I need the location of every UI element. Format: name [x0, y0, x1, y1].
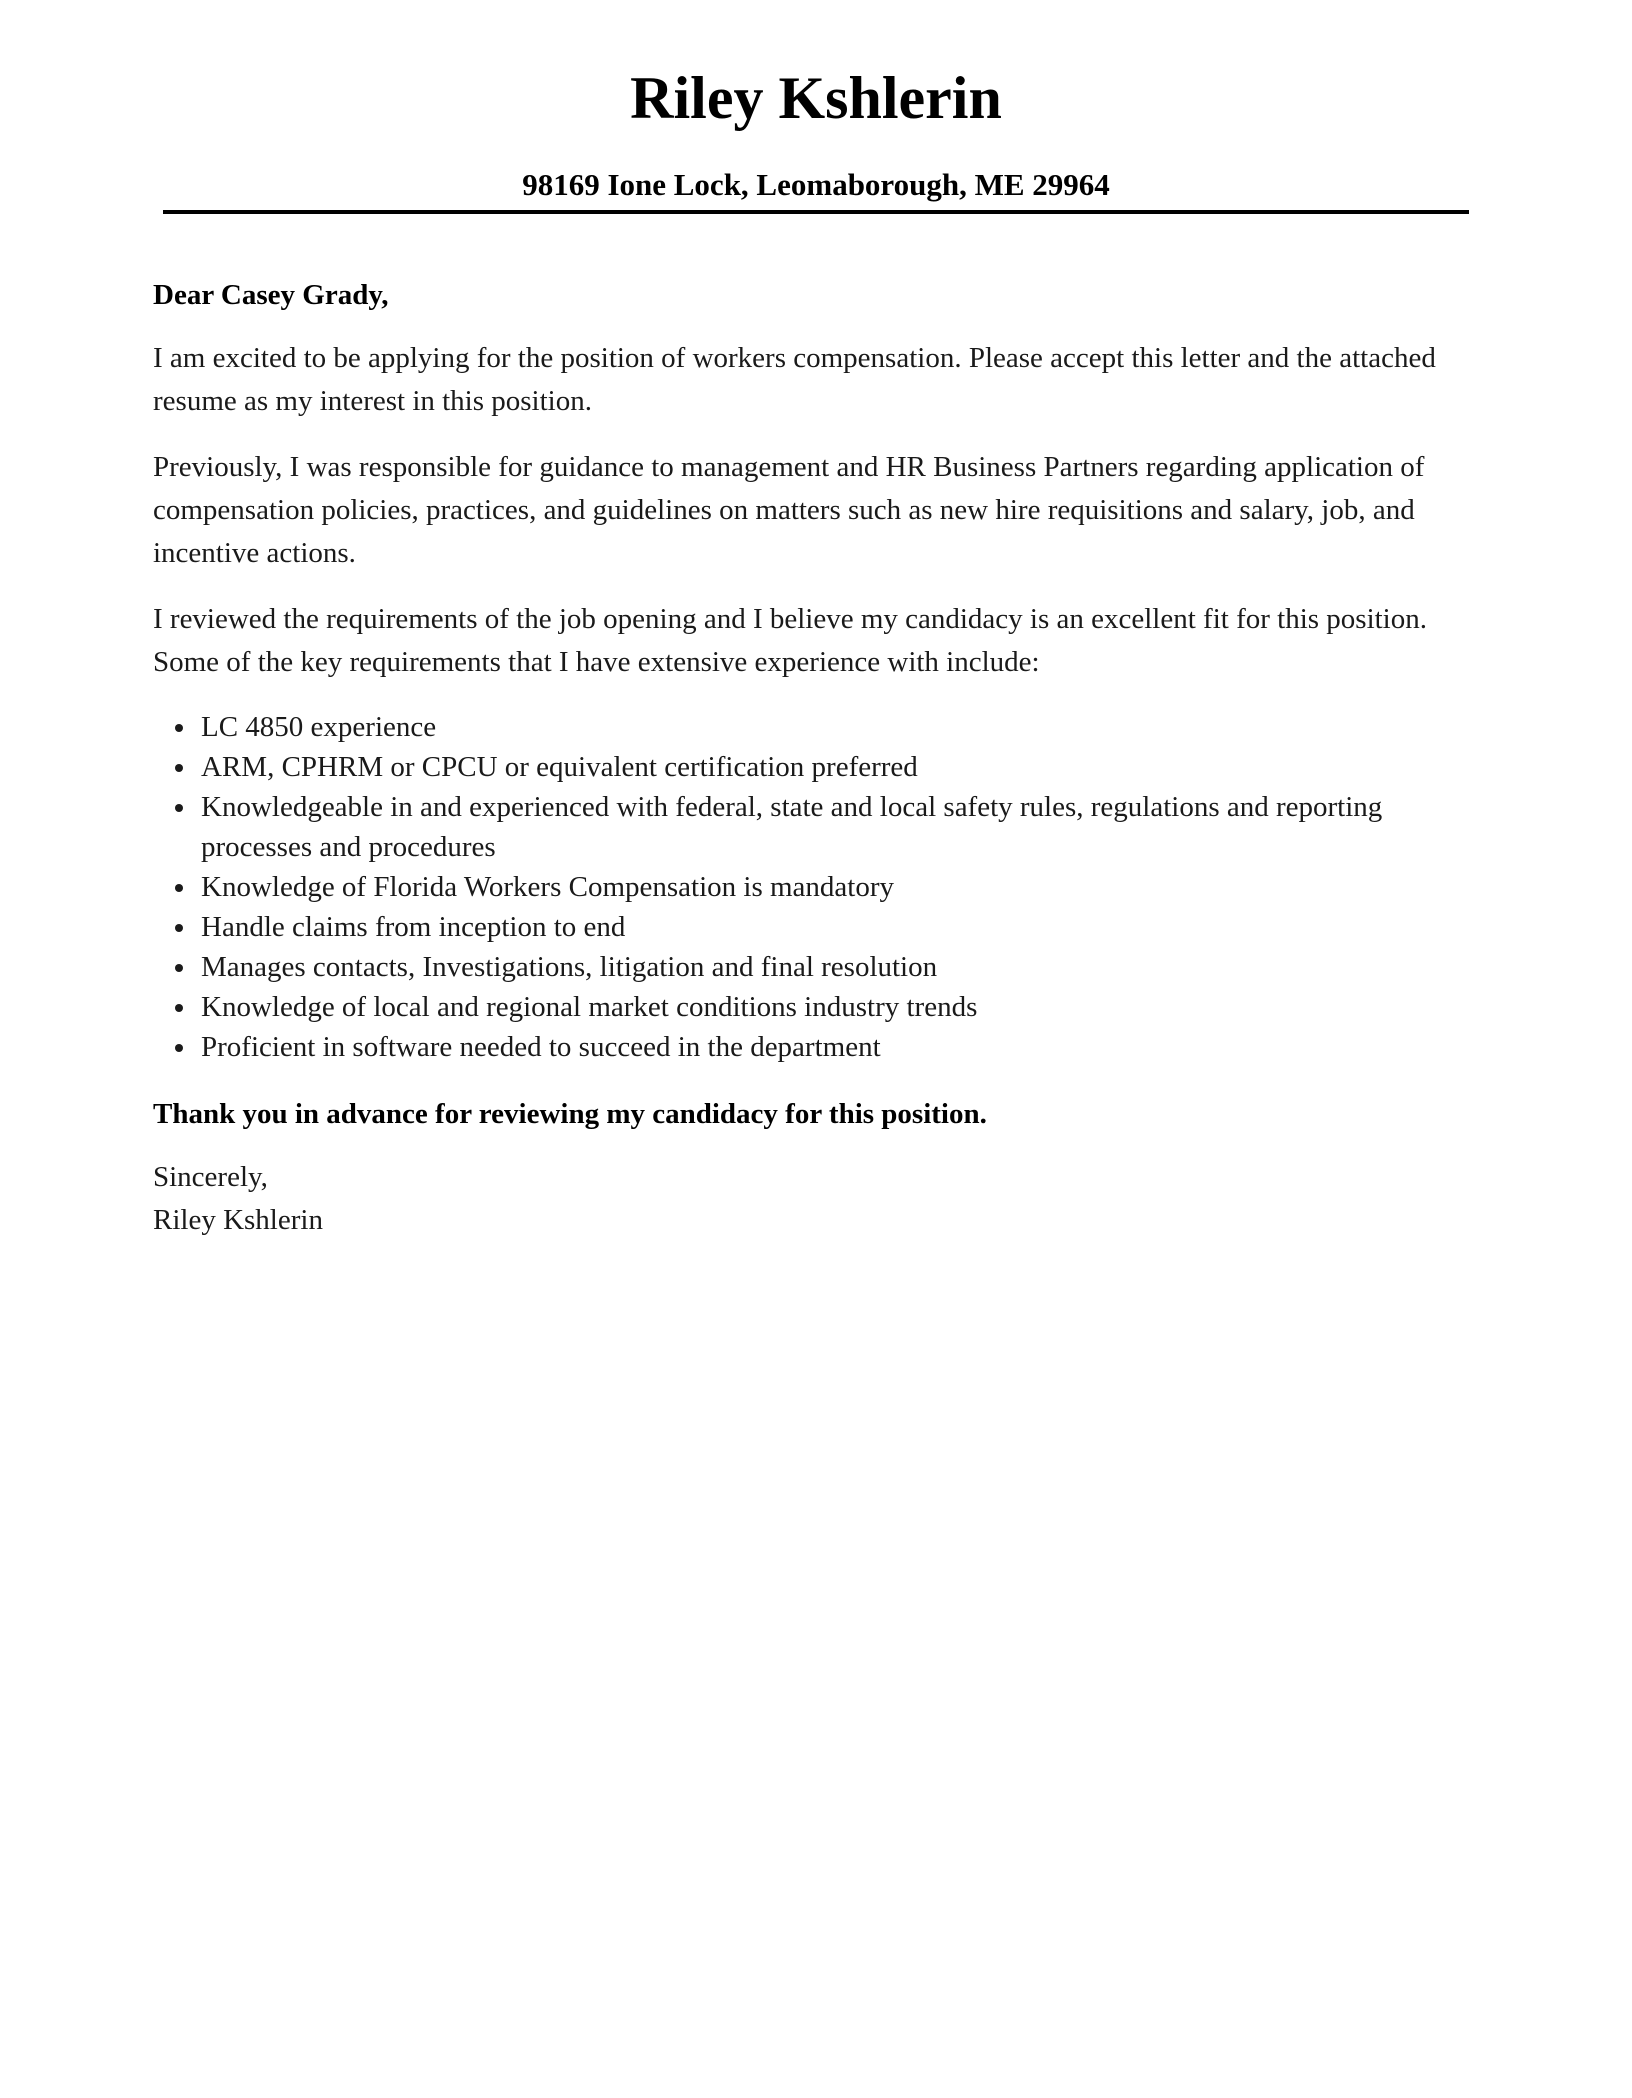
list-item-text: Handle claims from inception to end — [201, 911, 626, 943]
sign-off: Sincerely, — [153, 1161, 268, 1193]
list-item — [201, 747, 1473, 787]
list-item-text: Knowledge of local and regional market conditions industry trends — [201, 991, 978, 1023]
list-item-text: ARM, CPHRM or CPCU or equivalent certification preferred — [201, 751, 918, 783]
paragraph-experience: Previously, I was responsible for guidance to management and HR Business Partners regarding application of compensation policies, practices, and guidelines on matters such as new hire requisitions and salary, job, and incentive actions. — [153, 451, 1425, 569]
letter-body — [153, 274, 1473, 1242]
bullet-icon — [175, 964, 183, 972]
list-item — [201, 947, 1473, 987]
list-item-text: Knowledgeable in and experienced with federal, state and local safety rules, regulations and reporting processes and procedures — [201, 791, 1383, 863]
list-item — [201, 987, 1473, 1027]
bullet-icon — [175, 1044, 183, 1052]
list-item-text: Proficient in software needed to succeed in the department — [201, 1031, 881, 1063]
bullet-icon — [175, 1004, 183, 1012]
bullet-icon — [175, 804, 183, 812]
bullet-icon — [175, 884, 183, 892]
bullet-icon — [175, 924, 183, 932]
list-item — [201, 787, 1473, 867]
applicant-address: 98169 Ione Lock, Leomaborough, ME 29964 — [522, 167, 1110, 202]
list-item — [201, 707, 1473, 747]
signature-name: Riley Kshlerin — [153, 1204, 323, 1236]
bullet-icon — [175, 724, 183, 732]
paragraph-intro: I am excited to be applying for the position of workers compensation. Please accept this letter and the attached resume as my interest in this position. — [153, 342, 1436, 417]
list-item — [201, 867, 1473, 907]
bullet-icon — [175, 764, 183, 772]
closing-statement: Thank you in advance for reviewing my candidacy for this position. — [153, 1098, 987, 1130]
list-item-text: Manages contacts, Investigations, litigation and final resolution — [201, 951, 938, 983]
list-item — [201, 1027, 1473, 1067]
salutation: Dear Casey Grady, — [153, 279, 389, 311]
requirements-list — [153, 707, 1473, 1067]
list-item — [201, 907, 1473, 947]
paragraph-requirements: I reviewed the requirements of the job opening and I believe my candidacy is an excellent fit for this position. Some of the key requirements that I have extensive experience with include: — [153, 603, 1427, 678]
list-item-text: Knowledge of Florida Workers Compensation is mandatory — [201, 871, 895, 903]
header-divider — [163, 210, 1469, 214]
applicant-name: Riley Kshlerin — [630, 65, 1002, 131]
list-item-text: LC 4850 experience — [201, 711, 437, 743]
